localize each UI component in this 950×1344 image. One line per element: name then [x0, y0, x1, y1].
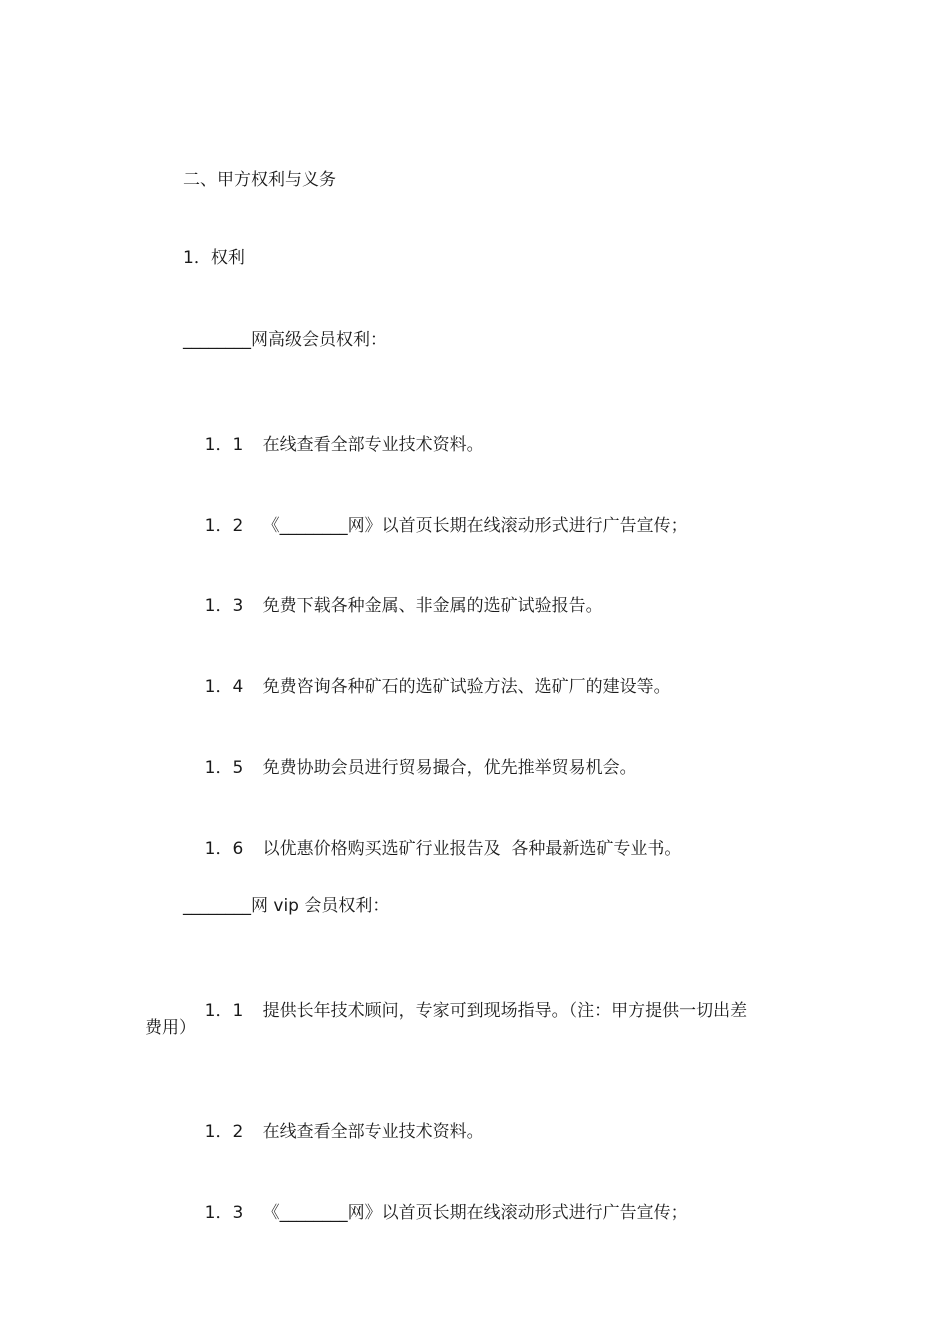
item-text-continuation: 费用） — [145, 1018, 196, 1038]
list-item — [183, 1177, 688, 1249]
item-number: 1．2 — [204, 1122, 244, 1142]
item-text: 在线查看全部专业技术资料。 — [262, 1122, 484, 1142]
item-number: 1．1 — [204, 435, 244, 455]
list-item — [183, 813, 681, 885]
item-number: 1．4 — [204, 677, 244, 697]
list-item — [183, 570, 603, 642]
premium-heading: ________网高级会员权利： — [183, 330, 387, 350]
item-number: 1．3 — [204, 596, 244, 616]
list-item — [183, 409, 484, 481]
item-text: 免费下载各种金属、非金属的选矿试验报告。 — [262, 596, 603, 616]
item-text: 《________网》以首页长期在线滚动形式进行广告宣传； — [262, 516, 688, 536]
list-item — [183, 732, 637, 804]
vip-heading: ________网 vip 会员权利： — [183, 896, 390, 916]
item-text: 在线查看全部专业技术资料。 — [262, 435, 484, 455]
item-text: 免费协助会员进行贸易撮合，优先推举贸易机会。 — [262, 758, 637, 778]
item-text: 以优惠价格购买选矿行业报告及 各种最新选矿专业书。 — [262, 839, 682, 859]
item-text: 《________网》以首页长期在线滚动形式进行广告宣传； — [262, 1203, 688, 1223]
list-item — [183, 490, 688, 562]
item-number: 1．5 — [204, 758, 244, 778]
item-text: 免费咨询各种矿石的选矿试验方法、选矿厂的建设等。 — [262, 677, 671, 697]
item-number: 1．3 — [204, 1203, 244, 1223]
subsection-title: 1．权利 — [183, 248, 245, 268]
section-title: 二、甲方权利与义务 — [183, 170, 336, 190]
list-item — [183, 651, 671, 723]
list-item — [183, 975, 747, 1047]
list-item — [183, 1096, 484, 1168]
item-number: 1．1 — [204, 1001, 244, 1021]
item-number: 1．6 — [204, 839, 244, 859]
item-text: 提供长年技术顾问，专家可到现场指导。（注：甲方提供一切出差 — [262, 1001, 748, 1021]
item-number: 1．2 — [204, 516, 244, 536]
